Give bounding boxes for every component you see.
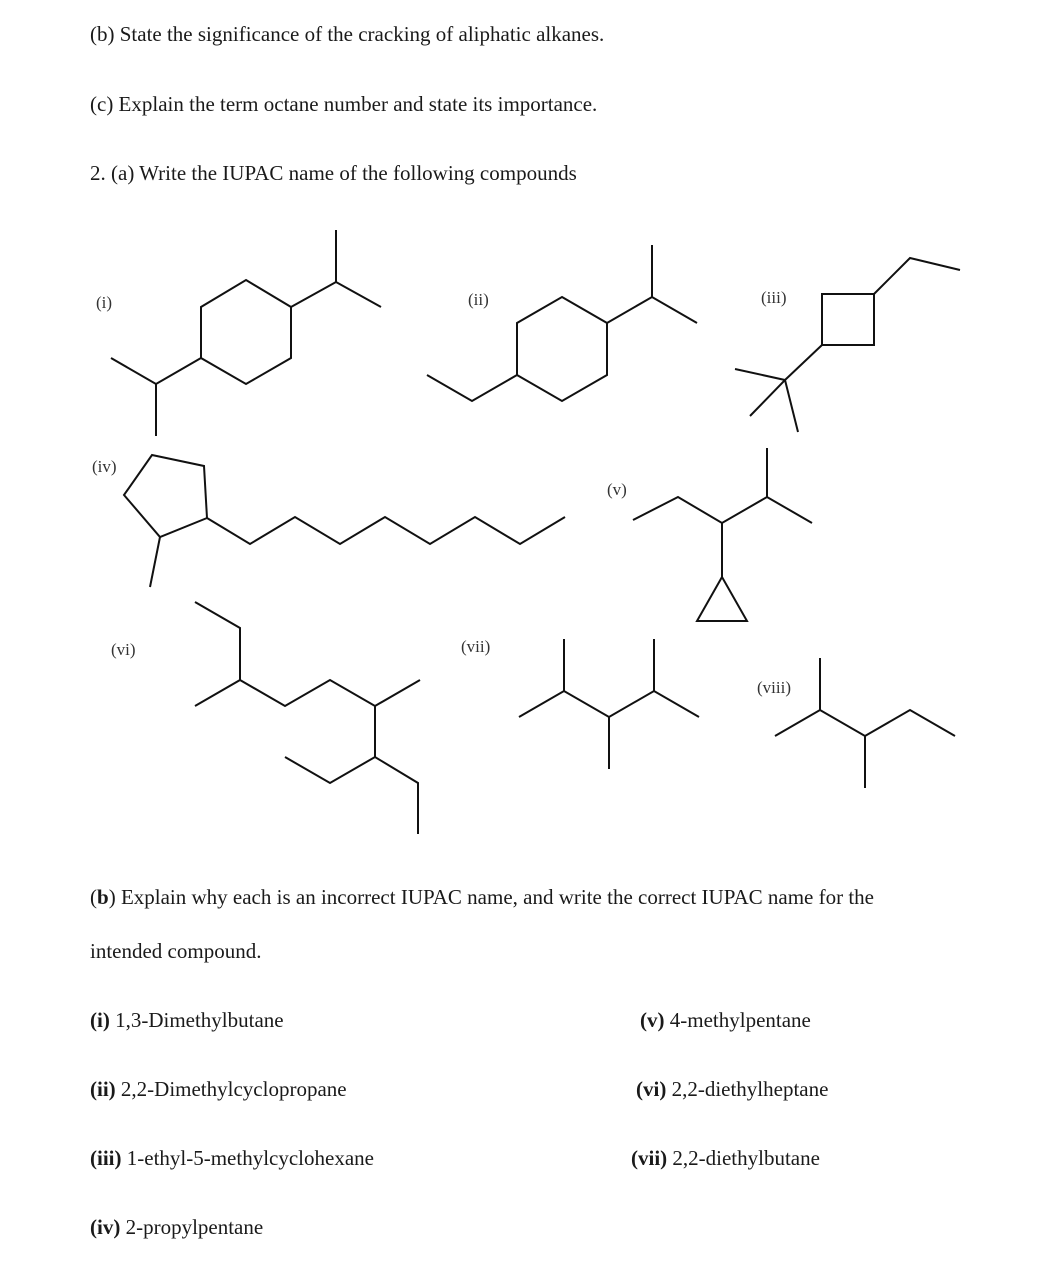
structure-label-v: (v)	[607, 480, 627, 499]
structure-label-viii: (viii)	[757, 678, 791, 697]
name-number: (v)	[640, 1008, 665, 1032]
name-item-iii	[90, 1146, 374, 1171]
name-number: (vii)	[631, 1146, 668, 1170]
structure-iv	[124, 455, 565, 587]
name-item-ii	[90, 1077, 347, 1102]
name-item-iv	[90, 1215, 263, 1240]
name-item-v	[640, 1008, 811, 1033]
question-2a: 2. (a) Write the IUPAC name of the following compounds	[90, 161, 577, 185]
question-1c: (c) Explain the term octane number and state its importance.	[90, 92, 598, 116]
structure-iii	[735, 258, 960, 432]
name-text: 2,2-diethylheptane	[666, 1077, 829, 1101]
name-text: 1,3-Dimethylbutane	[109, 1008, 284, 1032]
structure-v	[633, 448, 812, 621]
question-2b-continued: intended compound.	[90, 939, 262, 963]
question-1b: (b) State the significance of the cracking of aliphatic alkanes.	[90, 22, 605, 46]
question-2b: (b) Explain why each is an incorrect IUPAC name, and write the correct IUPAC name for the	[90, 885, 874, 909]
name-number: (vi)	[636, 1077, 667, 1101]
structure-label-vi: (vi)	[111, 640, 136, 659]
name-item-vii	[631, 1146, 820, 1171]
name-number: (iii)	[90, 1146, 122, 1170]
structure-label-iv: (iv)	[92, 457, 117, 476]
question-2b-text: Explain why each is an incorrect IUPAC name, and write the correct IUPAC name for the	[115, 885, 874, 909]
name-text: 2,2-Dimethylcyclopropane	[115, 1077, 347, 1101]
structure-vi	[195, 602, 420, 834]
structure-viii	[775, 658, 955, 788]
name-item-vi	[636, 1077, 828, 1102]
structure-label-ii: (ii)	[468, 290, 489, 309]
name-number: (iv)	[90, 1215, 121, 1239]
name-text: 1-ethyl-5-methylcyclohexane	[121, 1146, 374, 1170]
name-item-i	[90, 1008, 284, 1033]
name-text: 2-propylpentane	[120, 1215, 264, 1239]
name-text: 2,2-diethylbutane	[667, 1146, 820, 1170]
question-2b-marker: b	[97, 885, 109, 909]
structure-label-iii: (iii)	[761, 288, 787, 307]
name-text: 4-methylpentane	[664, 1008, 811, 1032]
structure-vii	[519, 639, 699, 769]
structure-ii	[427, 245, 697, 401]
name-number: (i)	[90, 1008, 110, 1032]
structure-i	[111, 230, 381, 436]
name-number: (ii)	[90, 1077, 116, 1101]
structure-label-i: (i)	[96, 293, 113, 312]
structure-label-vii: (vii)	[461, 637, 491, 656]
